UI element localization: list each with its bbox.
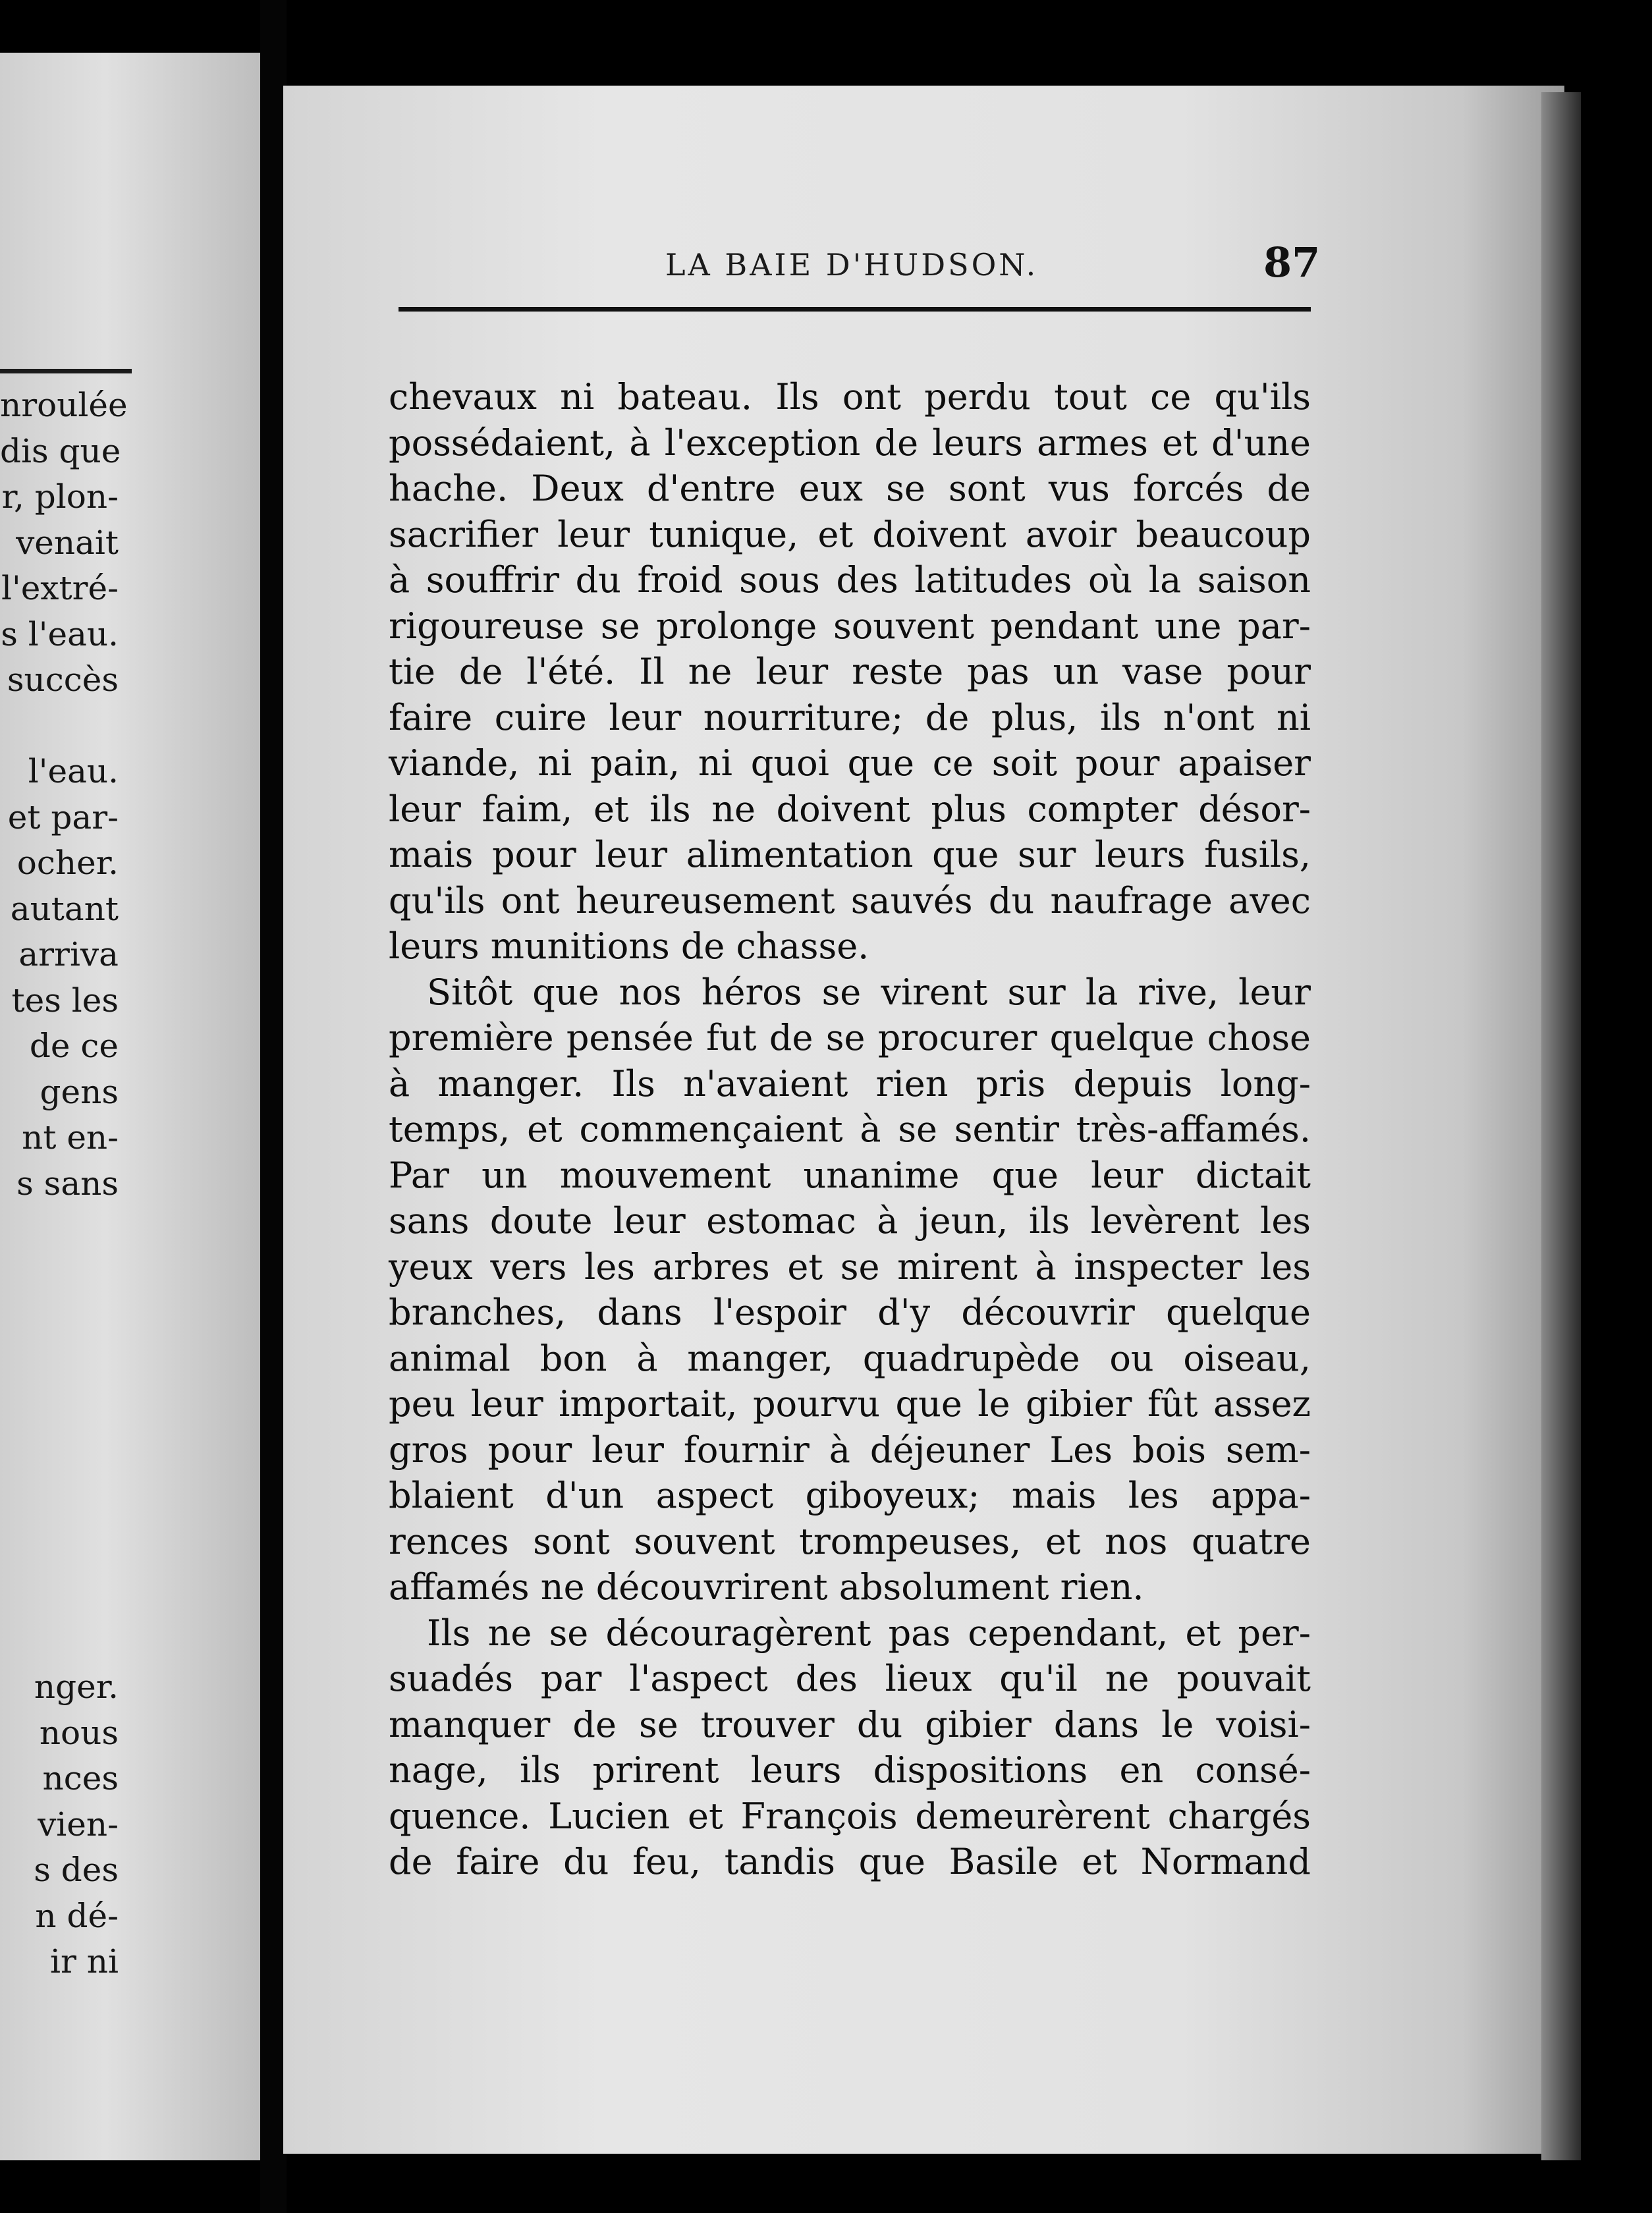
text-line: animal bon à manger, quadrupède ou oiseau,	[389, 1337, 1311, 1379]
text-line: sacrifier leur tunique, et doivent avoir beaucoup	[389, 513, 1311, 555]
facing-page-line: l'extré-	[1, 569, 119, 607]
facing-page-line: nces	[42, 1759, 119, 1797]
text-line: branches, dans l'espoir d'y découvrir quelque	[389, 1292, 1311, 1333]
page-edge	[1541, 92, 1581, 2160]
book-gutter	[260, 0, 287, 2213]
facing-page-line: tes les	[11, 981, 119, 1020]
facing-page-line: s des	[34, 1851, 119, 1889]
facing-page-rule	[0, 369, 132, 373]
text-line: Par un mouvement unanime que leur dictait	[389, 1154, 1311, 1196]
facing-page-line: ir ni	[50, 1942, 119, 1981]
page-number: 87	[1263, 238, 1321, 287]
text-line: gros pour leur fournir à déjeuner Les bois sem-	[389, 1429, 1311, 1471]
facing-page-line: dis que	[0, 431, 121, 470]
text-line: manquer de se trouver du gibier dans le voisi-	[389, 1703, 1311, 1745]
facing-page-line: et par-	[7, 798, 119, 836]
text-line: sans doute leur estomac à jeun, ils levèrent les	[389, 1200, 1311, 1242]
text-line: leurs munitions de chasse.	[389, 925, 869, 967]
running-head: LA BAIE D'HUDSON.	[665, 247, 1039, 283]
facing-page-line: nger.	[34, 1668, 119, 1706]
facing-page-line: n dé-	[35, 1896, 119, 1935]
header-rule	[399, 307, 1311, 312]
facing-page-line: l'eau.	[28, 752, 119, 790]
text-line: de faire du feu, tandis que Basile et Normand	[389, 1841, 1311, 1882]
text-line: à manger. Ils n'avaient rien pris depuis long-	[389, 1062, 1311, 1105]
facing-page-line: de ce	[29, 1027, 119, 1065]
text-line: mais pour leur alimentation que sur leurs fusils,	[389, 834, 1311, 875]
text-line: Ils ne se découragèrent pas cependant, et per-	[427, 1612, 1311, 1654]
text-line: Sitôt que nos héros se virent sur la rive, leur	[427, 971, 1311, 1013]
facing-page-line: s sans	[16, 1164, 119, 1203]
facing-page-line: succès	[7, 661, 119, 699]
text-line: peu leur importait, pourvu que le gibier fût assez	[389, 1383, 1311, 1425]
text-line: à souffrir du froid sous des latitudes où la saison	[389, 559, 1311, 601]
text-line: tie de l'été. Il ne leur reste pas un vase pour	[389, 651, 1311, 692]
text-line: hache. Deux d'entre eux se sont vus forcés de	[389, 468, 1311, 509]
text-line: rences sont souvent trompeuses, et nos quatre	[389, 1520, 1311, 1562]
facing-page-line: arriva	[18, 935, 119, 973]
text-line: faire cuire leur nourriture; de plus, ils n'ont ni	[389, 696, 1311, 738]
text-line: première pensée fut de se procurer quelque chose	[389, 1017, 1311, 1058]
facing-page-line: gens	[40, 1072, 119, 1111]
text-line: nage, ils prirent leurs dispositions en consé-	[389, 1749, 1311, 1791]
text-line: leur faim, et ils ne doivent plus compter désor-	[389, 788, 1311, 830]
text-line: affamés ne découvrirent absolument rien.	[389, 1566, 1144, 1608]
text-line: temps, et commençaient à se sentir très-affamés.	[389, 1108, 1311, 1150]
facing-page	[0, 53, 263, 2160]
text-line: blaient d'un aspect giboyeux; mais les appa-	[389, 1475, 1311, 1516]
facing-page-line: vien-	[38, 1805, 119, 1844]
facing-page-line: ocher.	[16, 844, 119, 882]
facing-page-line: r, plon-	[1, 478, 119, 516]
facing-page-line: nous	[39, 1713, 119, 1752]
text-line: qu'ils ont heureusement sauvés du naufrage avec	[389, 879, 1311, 921]
text-line: rigoureuse se prolonge souvent pendant une par-	[389, 605, 1311, 647]
body-text	[389, 374, 1311, 1885]
text-line: possédaient, à l'exception de leurs armes et d'une	[389, 422, 1311, 464]
text-line: viande, ni pain, ni quoi que ce soit pour apaiser	[389, 742, 1311, 784]
text-line: suadés par l'aspect des lieux qu'il ne pouvait	[389, 1658, 1311, 1699]
facing-page-line: nroulée	[0, 386, 128, 424]
facing-page-line: nt en-	[22, 1118, 119, 1157]
text-line: yeux vers les arbres et se mirent à inspecter les	[389, 1245, 1311, 1288]
facing-page-line: autant	[10, 889, 119, 928]
text-line: quence. Lucien et François demeurèrent chargés	[389, 1795, 1311, 1837]
facing-page-line: venait	[16, 523, 119, 562]
facing-page-line: s l'eau.	[1, 615, 119, 653]
text-line: chevaux ni bateau. Ils ont perdu tout ce qu'ils	[389, 376, 1311, 418]
